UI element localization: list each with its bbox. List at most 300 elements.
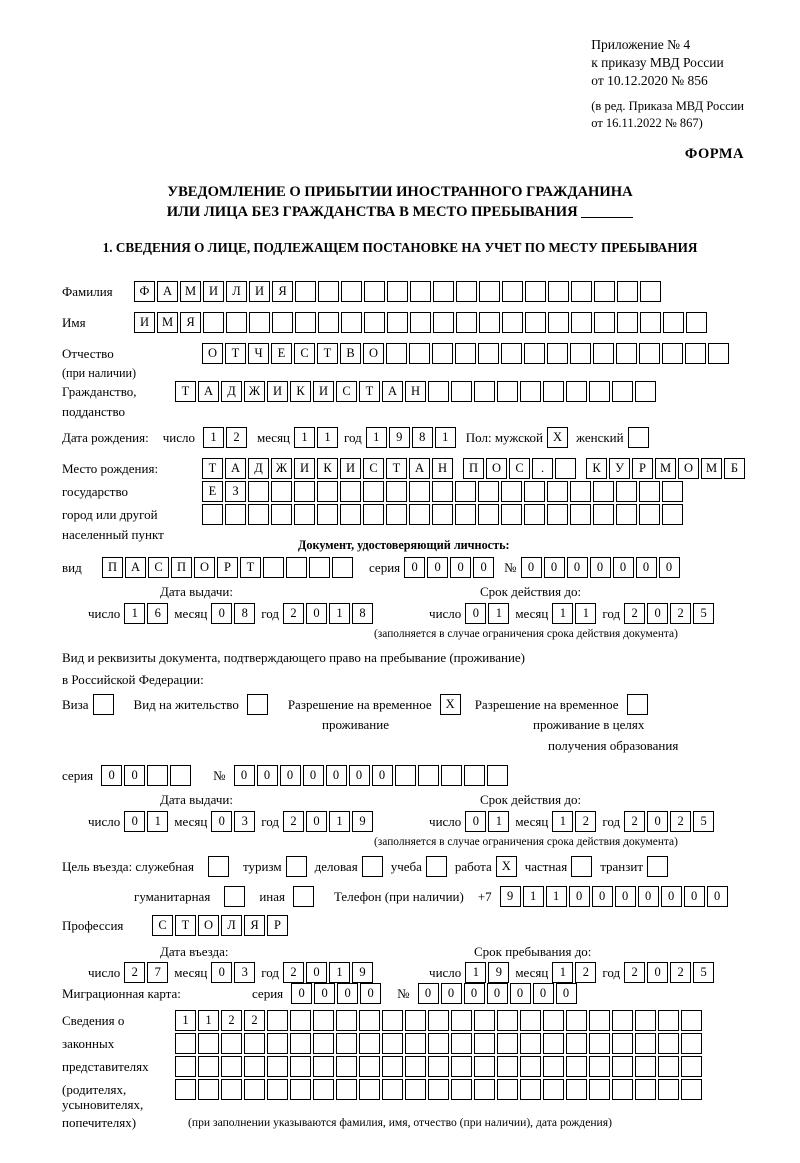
form-cell[interactable]: [387, 312, 408, 333]
form-cell[interactable]: [593, 481, 614, 502]
form-cell[interactable]: [478, 343, 499, 364]
form-cell[interactable]: [635, 1056, 656, 1077]
form-cell[interactable]: 0: [234, 765, 255, 786]
form-cell[interactable]: [286, 557, 307, 578]
form-cell[interactable]: 3: [234, 811, 255, 832]
form-cell[interactable]: [244, 1033, 265, 1054]
form-cell[interactable]: [502, 312, 523, 333]
form-cell[interactable]: [313, 1079, 334, 1100]
form-cell[interactable]: Б: [724, 458, 745, 479]
birth-place-city-cells-row2[interactable]: [202, 481, 685, 502]
form-cell[interactable]: 1: [329, 603, 350, 624]
form-cell[interactable]: [543, 381, 564, 402]
form-cell[interactable]: 0: [544, 557, 565, 578]
form-cell[interactable]: [658, 1056, 679, 1077]
form-cell[interactable]: [520, 1079, 541, 1100]
form-cell[interactable]: [681, 1079, 702, 1100]
profession-cells[interactable]: [152, 915, 290, 936]
form-cell[interactable]: [198, 1079, 219, 1100]
form-cell[interactable]: 0: [647, 811, 668, 832]
form-cell[interactable]: [612, 1033, 633, 1054]
form-cell[interactable]: Ф: [134, 281, 155, 302]
form-cell[interactable]: [658, 1033, 679, 1054]
form-cell[interactable]: 0: [441, 983, 462, 1004]
form-cell[interactable]: [295, 312, 316, 333]
form-cell[interactable]: [428, 1010, 449, 1031]
form-cell[interactable]: 0: [684, 886, 705, 907]
form-cell[interactable]: [456, 312, 477, 333]
form-cell[interactable]: 0: [533, 983, 554, 1004]
form-cell[interactable]: [249, 312, 270, 333]
form-cell[interactable]: 2: [624, 811, 645, 832]
form-cell[interactable]: З: [225, 481, 246, 502]
doc-issue-day-cells[interactable]: [124, 603, 170, 624]
form-cell[interactable]: 0: [124, 811, 145, 832]
form-cell[interactable]: [202, 504, 223, 525]
form-cell[interactable]: 0: [124, 765, 145, 786]
form-cell[interactable]: [635, 1010, 656, 1031]
form-cell[interactable]: 9: [389, 427, 410, 448]
form-cell[interactable]: [428, 1033, 449, 1054]
form-cell[interactable]: [474, 381, 495, 402]
form-cell[interactable]: [363, 504, 384, 525]
form-cell[interactable]: [524, 481, 545, 502]
form-cell[interactable]: [318, 281, 339, 302]
permit-valid-year-cells[interactable]: [624, 811, 716, 832]
form-cell[interactable]: 1: [329, 962, 350, 983]
purpose-tourism-checkbox[interactable]: [286, 856, 307, 877]
purpose-business-checkbox[interactable]: [362, 856, 383, 877]
form-cell[interactable]: [497, 1056, 518, 1077]
form-cell[interactable]: 0: [211, 811, 232, 832]
form-cell[interactable]: [290, 1033, 311, 1054]
form-cell[interactable]: [589, 1033, 610, 1054]
form-cell[interactable]: [639, 343, 660, 364]
form-cell[interactable]: 0: [473, 557, 494, 578]
citizenship-cells[interactable]: [175, 381, 658, 402]
form-cell[interactable]: 0: [636, 557, 657, 578]
form-cell[interactable]: П: [102, 557, 123, 578]
form-cell[interactable]: [175, 1056, 196, 1077]
form-cell[interactable]: [386, 343, 407, 364]
form-cell[interactable]: [566, 381, 587, 402]
form-cell[interactable]: [479, 312, 500, 333]
form-cell[interactable]: 6: [147, 603, 168, 624]
form-cell[interactable]: [593, 504, 614, 525]
form-cell[interactable]: Л: [226, 281, 247, 302]
form-cell[interactable]: М: [655, 458, 676, 479]
permit-issue-day-cells[interactable]: [124, 811, 170, 832]
form-cell[interactable]: [317, 481, 338, 502]
form-cell[interactable]: 0: [707, 886, 728, 907]
form-cell[interactable]: [433, 281, 454, 302]
form-cell[interactable]: [271, 481, 292, 502]
form-cell[interactable]: 1: [552, 603, 573, 624]
form-cell[interactable]: 0: [314, 983, 335, 1004]
form-cell[interactable]: 1: [198, 1010, 219, 1031]
form-cell[interactable]: [340, 504, 361, 525]
form-cell[interactable]: [547, 481, 568, 502]
form-cell[interactable]: [244, 1056, 265, 1077]
form-cell[interactable]: О: [678, 458, 699, 479]
form-cell[interactable]: 1: [329, 811, 350, 832]
form-cell[interactable]: И: [203, 281, 224, 302]
form-cell[interactable]: 0: [101, 765, 122, 786]
form-cell[interactable]: Л: [221, 915, 242, 936]
form-cell[interactable]: О: [194, 557, 215, 578]
form-cell[interactable]: 0: [556, 983, 577, 1004]
residence-checkbox[interactable]: [247, 694, 268, 715]
form-cell[interactable]: 0: [303, 765, 324, 786]
temp-residence-checkbox[interactable]: Х: [440, 694, 461, 715]
form-cell[interactable]: 8: [412, 427, 433, 448]
form-cell[interactable]: [635, 1033, 656, 1054]
form-cell[interactable]: 1: [175, 1010, 196, 1031]
form-cell[interactable]: 2: [244, 1010, 265, 1031]
form-cell[interactable]: [409, 343, 430, 364]
form-cell[interactable]: [203, 312, 224, 333]
form-cell[interactable]: 0: [590, 557, 611, 578]
form-cell[interactable]: [221, 1056, 242, 1077]
form-cell[interactable]: Я: [180, 312, 201, 333]
form-cell[interactable]: 2: [283, 603, 304, 624]
form-cell[interactable]: [635, 1079, 656, 1100]
sex-male-checkbox[interactable]: Х: [547, 427, 568, 448]
form-cell[interactable]: [294, 481, 315, 502]
doc-issue-month-cells[interactable]: [211, 603, 257, 624]
form-cell[interactable]: [313, 1010, 334, 1031]
stay-year-cells[interactable]: [624, 962, 716, 983]
form-cell[interactable]: 0: [211, 603, 232, 624]
form-cell[interactable]: С: [294, 343, 315, 364]
form-cell[interactable]: 0: [306, 962, 327, 983]
form-cell[interactable]: 2: [575, 811, 596, 832]
form-cell[interactable]: [432, 343, 453, 364]
form-cell[interactable]: [662, 504, 683, 525]
form-cell[interactable]: Р: [217, 557, 238, 578]
form-cell[interactable]: [640, 281, 661, 302]
form-cell[interactable]: 0: [465, 603, 486, 624]
form-cell[interactable]: 0: [418, 983, 439, 1004]
form-cell[interactable]: [501, 504, 522, 525]
form-cell[interactable]: 0: [647, 603, 668, 624]
form-cell[interactable]: Т: [317, 343, 338, 364]
form-cell[interactable]: [364, 312, 385, 333]
form-cell[interactable]: [336, 1033, 357, 1054]
form-cell[interactable]: 7: [147, 962, 168, 983]
form-cell[interactable]: [313, 1033, 334, 1054]
form-cell[interactable]: 0: [280, 765, 301, 786]
form-cell[interactable]: 1: [546, 886, 567, 907]
form-cell[interactable]: [617, 281, 638, 302]
form-cell[interactable]: [336, 1010, 357, 1031]
form-cell[interactable]: [359, 1033, 380, 1054]
form-cell[interactable]: [221, 1079, 242, 1100]
birth-place-city-cells-row3[interactable]: [202, 504, 685, 525]
form-cell[interactable]: Д: [248, 458, 269, 479]
form-cell[interactable]: [686, 312, 707, 333]
form-cell[interactable]: [336, 1079, 357, 1100]
form-cell[interactable]: [418, 765, 439, 786]
form-cell[interactable]: 1: [317, 427, 338, 448]
legal-rep-cells-row1[interactable]: [175, 1010, 704, 1031]
form-cell[interactable]: [395, 765, 416, 786]
form-cell[interactable]: [570, 504, 591, 525]
form-cell[interactable]: [478, 481, 499, 502]
form-cell[interactable]: Н: [405, 381, 426, 402]
form-cell[interactable]: [548, 281, 569, 302]
form-cell[interactable]: [543, 1033, 564, 1054]
form-cell[interactable]: [547, 504, 568, 525]
form-cell[interactable]: [566, 1056, 587, 1077]
form-cell[interactable]: [386, 481, 407, 502]
form-cell[interactable]: 0: [337, 983, 358, 1004]
form-cell[interactable]: О: [363, 343, 384, 364]
form-cell[interactable]: [410, 281, 431, 302]
form-cell[interactable]: [543, 1056, 564, 1077]
form-cell[interactable]: [520, 1056, 541, 1077]
form-cell[interactable]: [548, 312, 569, 333]
form-cell[interactable]: [589, 1056, 610, 1077]
form-cell[interactable]: [451, 1079, 472, 1100]
form-cell[interactable]: [341, 312, 362, 333]
form-cell[interactable]: 1: [488, 603, 509, 624]
form-cell[interactable]: Т: [175, 381, 196, 402]
form-cell[interactable]: М: [157, 312, 178, 333]
permit-series-cells[interactable]: [101, 765, 193, 786]
form-cell[interactable]: И: [313, 381, 334, 402]
form-cell[interactable]: [594, 281, 615, 302]
form-cell[interactable]: [405, 1056, 426, 1077]
form-cell[interactable]: А: [157, 281, 178, 302]
form-cell[interactable]: 3: [234, 962, 255, 983]
form-cell[interactable]: [681, 1033, 702, 1054]
form-cell[interactable]: [612, 1079, 633, 1100]
birth-day-cells[interactable]: [203, 427, 249, 448]
form-cell[interactable]: [520, 1033, 541, 1054]
form-cell[interactable]: [428, 1079, 449, 1100]
form-cell[interactable]: М: [180, 281, 201, 302]
form-cell[interactable]: [487, 765, 508, 786]
name-cells[interactable]: [134, 312, 709, 333]
form-cell[interactable]: 1: [294, 427, 315, 448]
form-cell[interactable]: [708, 343, 729, 364]
form-cell[interactable]: 9: [500, 886, 521, 907]
form-cell[interactable]: [332, 557, 353, 578]
form-cell[interactable]: [464, 765, 485, 786]
form-cell[interactable]: [681, 1056, 702, 1077]
form-cell[interactable]: [589, 1079, 610, 1100]
form-cell[interactable]: [543, 1079, 564, 1100]
form-cell[interactable]: 0: [661, 886, 682, 907]
form-cell[interactable]: 0: [613, 557, 634, 578]
form-cell[interactable]: [616, 504, 637, 525]
form-cell[interactable]: [221, 1033, 242, 1054]
form-cell[interactable]: А: [125, 557, 146, 578]
permit-valid-month-cells[interactable]: [552, 811, 598, 832]
form-cell[interactable]: Е: [202, 481, 223, 502]
permit-number-cells[interactable]: [234, 765, 510, 786]
form-cell[interactable]: 2: [670, 962, 691, 983]
form-cell[interactable]: М: [701, 458, 722, 479]
form-cell[interactable]: [359, 1010, 380, 1031]
form-cell[interactable]: [290, 1056, 311, 1077]
form-cell[interactable]: И: [340, 458, 361, 479]
form-cell[interactable]: [612, 381, 633, 402]
form-cell[interactable]: [405, 1010, 426, 1031]
permit-valid-day-cells[interactable]: [465, 811, 511, 832]
doc-series-cells[interactable]: [404, 557, 496, 578]
form-cell[interactable]: [290, 1010, 311, 1031]
form-cell[interactable]: [594, 312, 615, 333]
form-cell[interactable]: 9: [352, 811, 373, 832]
form-cell[interactable]: Т: [240, 557, 261, 578]
form-cell[interactable]: [589, 1010, 610, 1031]
form-cell[interactable]: [294, 504, 315, 525]
form-cell[interactable]: 5: [693, 811, 714, 832]
form-cell[interactable]: 0: [291, 983, 312, 1004]
purpose-private-checkbox[interactable]: [571, 856, 592, 877]
form-cell[interactable]: [501, 343, 522, 364]
purpose-transit-checkbox[interactable]: [647, 856, 668, 877]
form-cell[interactable]: 0: [638, 886, 659, 907]
form-cell[interactable]: [198, 1056, 219, 1077]
form-cell[interactable]: 0: [372, 765, 393, 786]
form-cell[interactable]: [612, 1010, 633, 1031]
form-cell[interactable]: [663, 312, 684, 333]
form-cell[interactable]: О: [486, 458, 507, 479]
form-cell[interactable]: [382, 1010, 403, 1031]
form-cell[interactable]: 0: [450, 557, 471, 578]
purpose-work-checkbox[interactable]: Х: [496, 856, 517, 877]
doc-issue-year-cells[interactable]: [283, 603, 375, 624]
form-cell[interactable]: .: [532, 458, 553, 479]
form-cell[interactable]: [455, 481, 476, 502]
form-cell[interactable]: [616, 481, 637, 502]
form-cell[interactable]: [340, 481, 361, 502]
form-cell[interactable]: С: [148, 557, 169, 578]
form-cell[interactable]: [524, 343, 545, 364]
form-cell[interactable]: 0: [647, 962, 668, 983]
form-cell[interactable]: 2: [575, 962, 596, 983]
form-cell[interactable]: [318, 312, 339, 333]
form-cell[interactable]: Т: [175, 915, 196, 936]
birth-place-city-cells-b[interactable]: [586, 458, 747, 479]
form-cell[interactable]: А: [198, 381, 219, 402]
form-cell[interactable]: [639, 481, 660, 502]
form-cell[interactable]: Т: [202, 458, 223, 479]
form-cell[interactable]: А: [225, 458, 246, 479]
form-cell[interactable]: [474, 1056, 495, 1077]
form-cell[interactable]: [225, 504, 246, 525]
form-cell[interactable]: Т: [359, 381, 380, 402]
permit-issue-month-cells[interactable]: [211, 811, 257, 832]
form-cell[interactable]: О: [202, 343, 223, 364]
form-cell[interactable]: [497, 1033, 518, 1054]
form-cell[interactable]: 9: [352, 962, 373, 983]
form-cell[interactable]: [341, 281, 362, 302]
form-cell[interactable]: 2: [283, 962, 304, 983]
form-cell[interactable]: [640, 312, 661, 333]
form-cell[interactable]: 0: [521, 557, 542, 578]
visa-checkbox[interactable]: [93, 694, 114, 715]
form-cell[interactable]: 0: [569, 886, 590, 907]
form-cell[interactable]: 0: [465, 811, 486, 832]
form-cell[interactable]: [248, 481, 269, 502]
form-cell[interactable]: [382, 1056, 403, 1077]
form-cell[interactable]: [267, 1079, 288, 1100]
form-cell[interactable]: [432, 481, 453, 502]
form-cell[interactable]: Р: [267, 915, 288, 936]
form-cell[interactable]: [336, 1056, 357, 1077]
form-cell[interactable]: [501, 481, 522, 502]
form-cell[interactable]: [474, 1079, 495, 1100]
form-cell[interactable]: 1: [575, 603, 596, 624]
form-cell[interactable]: [543, 1010, 564, 1031]
form-cell[interactable]: [382, 1033, 403, 1054]
form-cell[interactable]: К: [290, 381, 311, 402]
form-cell[interactable]: 5: [693, 603, 714, 624]
form-cell[interactable]: О: [198, 915, 219, 936]
form-cell[interactable]: [566, 1033, 587, 1054]
form-cell[interactable]: [612, 1056, 633, 1077]
form-cell[interactable]: 0: [211, 962, 232, 983]
form-cell[interactable]: 2: [221, 1010, 242, 1031]
legal-rep-cells-row2[interactable]: [175, 1033, 704, 1054]
form-cell[interactable]: [497, 1010, 518, 1031]
form-cell[interactable]: [635, 381, 656, 402]
birth-place-state-cells[interactable]: [202, 458, 455, 479]
form-cell[interactable]: [433, 312, 454, 333]
entry-year-cells[interactable]: [283, 962, 375, 983]
form-cell[interactable]: Я: [272, 281, 293, 302]
form-cell[interactable]: [359, 1056, 380, 1077]
form-cell[interactable]: 1: [124, 603, 145, 624]
entry-month-cells[interactable]: [211, 962, 257, 983]
form-cell[interactable]: 0: [349, 765, 370, 786]
form-cell[interactable]: [520, 1010, 541, 1031]
form-cell[interactable]: [405, 1033, 426, 1054]
surname-cells[interactable]: [134, 281, 663, 302]
form-cell[interactable]: [386, 504, 407, 525]
form-cell[interactable]: 1: [465, 962, 486, 983]
form-cell[interactable]: [432, 504, 453, 525]
form-cell[interactable]: 8: [234, 603, 255, 624]
form-cell[interactable]: [662, 481, 683, 502]
form-cell[interactable]: 1: [147, 811, 168, 832]
form-cell[interactable]: 0: [360, 983, 381, 1004]
form-cell[interactable]: У: [609, 458, 630, 479]
doc-valid-day-cells[interactable]: [465, 603, 511, 624]
form-cell[interactable]: [658, 1079, 679, 1100]
form-cell[interactable]: А: [409, 458, 430, 479]
form-cell[interactable]: Д: [221, 381, 242, 402]
form-cell[interactable]: [267, 1010, 288, 1031]
form-cell[interactable]: [456, 281, 477, 302]
birth-year-cells[interactable]: [366, 427, 458, 448]
form-cell[interactable]: [455, 504, 476, 525]
form-cell[interactable]: 1: [488, 811, 509, 832]
sex-female-checkbox[interactable]: [628, 427, 649, 448]
form-cell[interactable]: [405, 1079, 426, 1100]
form-cell[interactable]: А: [382, 381, 403, 402]
form-cell[interactable]: [226, 312, 247, 333]
form-cell[interactable]: Ч: [248, 343, 269, 364]
form-cell[interactable]: [571, 281, 592, 302]
form-cell[interactable]: [525, 281, 546, 302]
form-cell[interactable]: 0: [306, 603, 327, 624]
form-cell[interactable]: 0: [567, 557, 588, 578]
